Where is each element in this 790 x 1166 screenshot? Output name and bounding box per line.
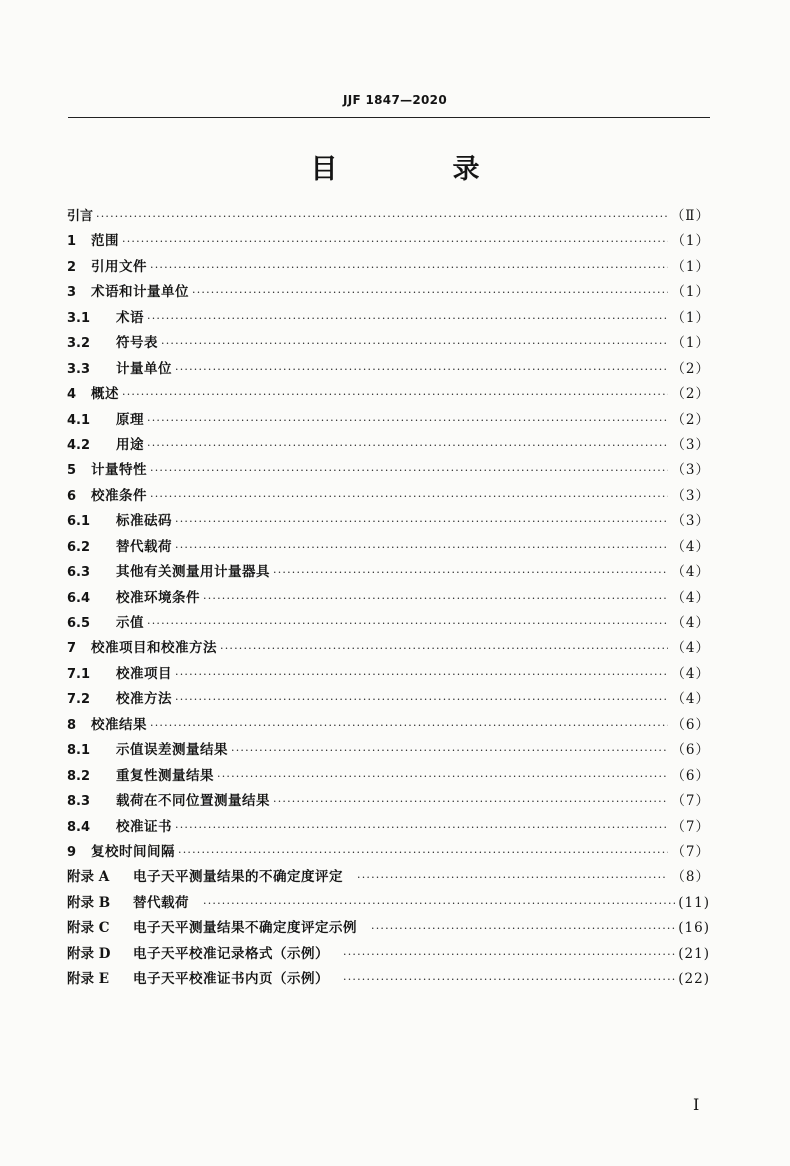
toc-entry[interactable]	[67, 509, 710, 534]
toc-entry-number: 附录 E	[67, 971, 109, 988]
toc-entry[interactable]	[67, 255, 710, 280]
toc-entry-number: 8	[67, 717, 77, 733]
toc-leader-dots	[231, 738, 668, 763]
toc-entry-number: 4	[67, 387, 77, 403]
toc-entry-title: 标准砝码	[116, 513, 172, 530]
toc-entry-number: 6	[67, 488, 77, 504]
toc-entry[interactable]	[67, 229, 710, 254]
toc-entry-number: 8.4	[67, 819, 91, 835]
toc-entry-page: （4）	[671, 691, 710, 708]
toc-entry-number: 7.2	[67, 692, 91, 708]
toc-entry[interactable]	[67, 865, 710, 890]
toc-entry[interactable]	[67, 738, 710, 763]
toc-entry-title: 概述	[91, 386, 119, 403]
toc-entry-title: 示值误差测量结果	[116, 742, 228, 759]
toc-leader-dots	[150, 255, 668, 280]
toc-entry[interactable]	[67, 484, 710, 509]
toc-entry-page: （8）	[671, 869, 710, 886]
toc-entry-page: （2）	[671, 386, 710, 403]
toc-leader-dots	[161, 331, 668, 356]
toc-leader-dots	[175, 509, 668, 534]
toc-entry-number: 6.5	[67, 616, 91, 631]
toc-entry-page: （3）	[671, 462, 710, 479]
toc-leader-dots	[203, 891, 675, 916]
toc-leader-dots	[147, 306, 668, 331]
toc-entry-title: 符号表	[116, 335, 158, 352]
toc-entry-number: 3.2	[67, 336, 91, 352]
toc-entry[interactable]	[67, 306, 710, 331]
toc-entry-title: 校准方法	[116, 691, 172, 708]
toc-entry-number: 9	[67, 844, 77, 860]
toc-entry[interactable]	[67, 789, 710, 814]
toc-entry-page: （Ⅱ）	[670, 208, 710, 224]
toc-entry-page: (22)	[678, 971, 710, 988]
toc-entry-number: 6.4	[67, 590, 91, 606]
toc-entry-title: 替代载荷	[133, 894, 189, 911]
toc-entry-number: 3	[67, 285, 77, 301]
toc-entry[interactable]	[67, 662, 710, 687]
toc-entry[interactable]	[67, 560, 710, 585]
toc-entry-title: 其他有关测量用计量器具	[116, 564, 270, 581]
toc-entry-title: 重复性测量结果	[116, 767, 214, 784]
table-of-contents	[67, 204, 710, 993]
toc-entry-title: 电子天平校准记录格式（示例）	[133, 945, 329, 962]
toc-entry-page: （6）	[671, 716, 710, 733]
toc-entry-title: 电子天平测量结果不确定度评定示例	[133, 920, 357, 937]
toc-entry-title: 校准证书	[116, 818, 172, 835]
toc-entry-page: (16)	[678, 920, 710, 937]
toc-entry-page: （7）	[671, 793, 710, 810]
toc-entry-title: 引用文件	[91, 258, 147, 275]
toc-entry-title: 校准环境条件	[116, 589, 200, 606]
toc-entry-page: （1）	[671, 233, 710, 250]
toc-entry-title: 电子天平校准证书内页（示例）	[133, 971, 329, 988]
toc-entry-page: （3）	[671, 487, 710, 504]
toc-leader-dots	[273, 789, 668, 814]
toc-entry-page: （4）	[671, 538, 710, 555]
toc-leader-dots	[122, 229, 668, 254]
toc-leader-dots	[371, 916, 675, 941]
toc-leader-dots	[150, 458, 668, 483]
toc-entry-page: （1）	[671, 284, 710, 301]
toc-leader-dots	[175, 687, 668, 712]
toc-entry-number: 引言	[67, 209, 94, 224]
toc-entry-page: （1）	[671, 309, 710, 326]
toc-leader-dots	[273, 560, 668, 585]
toc-entry[interactable]	[67, 713, 710, 738]
toc-entry-page: （2）	[671, 360, 710, 377]
toc-entry-number: 6.2	[67, 539, 91, 555]
toc-leader-dots	[147, 611, 668, 636]
toc-entry[interactable]	[67, 891, 710, 916]
toc-entry[interactable]	[67, 458, 710, 483]
toc-entry[interactable]	[67, 586, 710, 611]
toc-entry[interactable]	[67, 535, 710, 560]
toc-entry-page: (21)	[678, 945, 710, 962]
toc-entry-number: 7.1	[67, 666, 91, 682]
header-rule	[68, 117, 710, 118]
toc-entry-title: 电子天平测量结果的不确定度评定	[133, 869, 343, 886]
toc-entry-title: 术语	[116, 309, 144, 326]
toc-leader-dots	[343, 967, 675, 992]
toc-leader-dots	[175, 535, 668, 560]
toc-entry-page: （4）	[671, 665, 710, 682]
toc-entry[interactable]	[67, 204, 710, 229]
toc-entry-title: 复校时间间隔	[91, 843, 175, 860]
toc-entry[interactable]	[67, 433, 710, 458]
toc-entry-title: 术语和计量单位	[91, 284, 189, 301]
toc-entry[interactable]	[67, 687, 710, 712]
toc-entry-page: （1）	[671, 335, 710, 352]
toc-leader-dots	[175, 357, 668, 382]
toc-entry-number: 4.1	[67, 412, 91, 428]
toc-entry-number: 1	[67, 234, 77, 250]
toc-entry-title: 校准项目和校准方法	[91, 640, 217, 657]
toc-entry-title: 用途	[116, 436, 144, 453]
toc-entry[interactable]	[67, 382, 710, 407]
toc-leader-dots	[122, 382, 668, 407]
toc-entry[interactable]	[67, 942, 710, 967]
toc-entry-number: 附录 C	[67, 920, 110, 937]
toc-entry-number: 6.1	[67, 514, 91, 530]
toc-leader-dots	[96, 204, 668, 229]
toc-leader-dots	[150, 484, 668, 509]
toc-entry-number: 附录 A	[67, 869, 110, 886]
toc-entry-number: 8.2	[67, 768, 91, 784]
toc-entry[interactable]	[67, 611, 710, 636]
toc-entry-title: 计量单位	[116, 360, 172, 377]
toc-entry-number: 4.2	[67, 437, 91, 453]
toc-leader-dots	[220, 636, 668, 661]
toc-entry[interactable]	[67, 916, 710, 941]
toc-entry-number: 7	[67, 641, 77, 657]
toc-entry[interactable]	[67, 967, 710, 992]
toc-leader-dots	[147, 433, 668, 458]
toc-entry-page: （4）	[671, 564, 710, 581]
toc-entry-page: （4）	[671, 615, 710, 631]
document-code-header: JJF 1847—2020	[342, 93, 447, 107]
toc-entry[interactable]	[67, 636, 710, 661]
page-number: I	[693, 1095, 700, 1114]
toc-entry-page: (11)	[678, 894, 710, 911]
toc-entry-page: （2）	[671, 411, 710, 428]
toc-leader-dots	[203, 586, 668, 611]
page-title: 目 录	[310, 154, 524, 185]
toc-leader-dots	[150, 713, 668, 738]
toc-entry-title: 范围	[91, 233, 119, 250]
toc-entry-page: （6）	[671, 767, 710, 784]
toc-entry[interactable]	[67, 815, 710, 840]
toc-entry-page: （7）	[671, 818, 710, 835]
toc-leader-dots	[147, 408, 668, 433]
toc-entry[interactable]	[67, 764, 710, 789]
toc-leader-dots	[175, 815, 668, 840]
toc-entry-number: 8.1	[67, 743, 91, 759]
toc-entry[interactable]	[67, 840, 710, 865]
toc-entry-number: 附录 D	[67, 945, 111, 962]
toc-entry-page: （6）	[671, 742, 710, 759]
toc-entry-number: 2	[67, 259, 77, 275]
toc-leader-dots	[192, 280, 668, 305]
toc-entry-title: 计量特性	[91, 462, 147, 479]
toc-entry-title: 替代载荷	[116, 538, 172, 555]
toc-leader-dots	[175, 662, 668, 687]
toc-entry-number: 3.1	[67, 310, 91, 326]
toc-entry-page: （1）	[671, 258, 710, 275]
toc-entry-number: 8.3	[67, 794, 91, 810]
toc-leader-dots	[343, 942, 675, 967]
toc-entry[interactable]	[67, 280, 710, 305]
toc-entry-title: 载荷在不同位置测量结果	[116, 793, 270, 810]
toc-entry-title: 校准项目	[116, 665, 172, 682]
toc-entry-title: 校准条件	[91, 487, 147, 504]
toc-entry-page: （4）	[671, 589, 710, 606]
toc-leader-dots	[178, 840, 668, 865]
toc-entry[interactable]	[67, 408, 710, 433]
toc-entry[interactable]	[67, 331, 710, 356]
toc-entry-page: （3）	[671, 513, 710, 530]
toc-entry-number: 5	[67, 463, 77, 479]
toc-leader-dots	[357, 865, 668, 890]
toc-entry-title: 示值	[116, 615, 144, 631]
toc-entry-number: 附录 B	[67, 894, 111, 911]
toc-leader-dots	[217, 764, 668, 789]
toc-entry-number: 3.3	[67, 361, 91, 377]
toc-entry-page: （4）	[671, 640, 710, 657]
toc-entry-title: 校准结果	[91, 716, 147, 733]
toc-entry[interactable]	[67, 357, 710, 382]
toc-entry-page: （3）	[671, 436, 710, 453]
toc-entry-page: （7）	[671, 843, 710, 860]
toc-entry-number: 6.3	[67, 565, 91, 581]
toc-entry-title: 原理	[116, 411, 144, 428]
